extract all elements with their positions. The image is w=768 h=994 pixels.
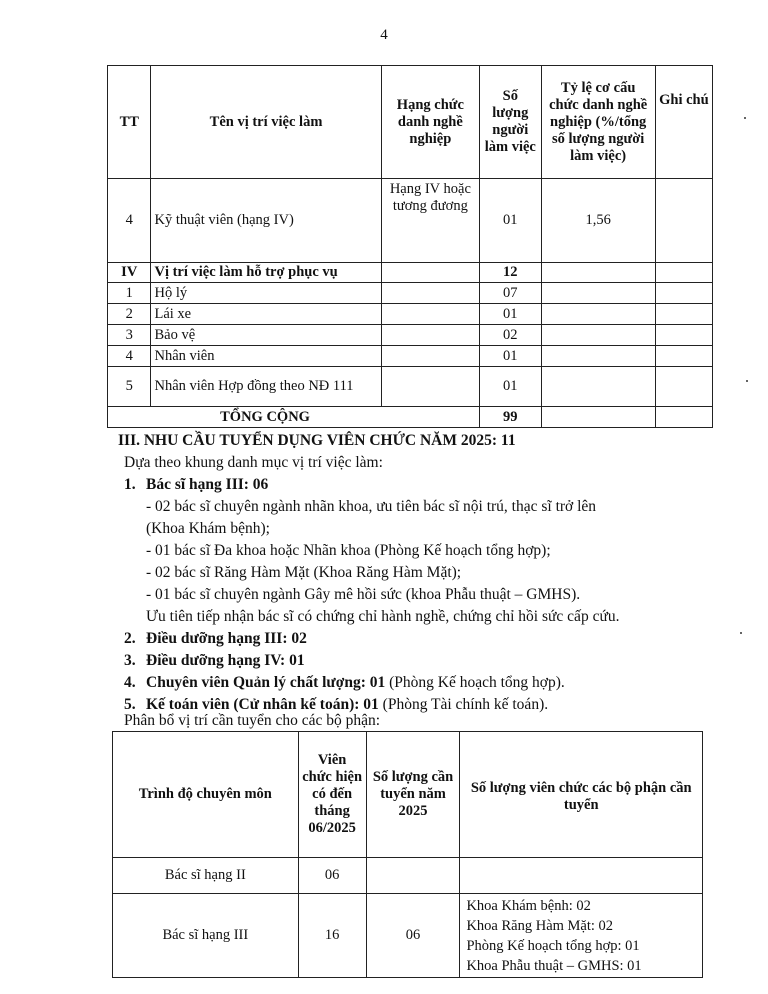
cell-level: Bác sĩ hạng III [113,894,299,978]
list-item [124,672,565,693]
cell-current: 06 [298,858,366,894]
cell-count: 01 [480,367,541,407]
header-note: Ghi chú [655,66,712,179]
scan-speck [746,380,748,382]
cell-count: 01 [480,304,541,325]
cell-name: Kỹ thuật viên (hạng IV) [151,179,381,263]
table-row [113,858,703,894]
cell-count: 02 [480,325,541,346]
item-number: 3. [124,652,136,669]
item-title: Điều dưỡng hạng III: 02 [146,630,307,647]
table-row [108,325,713,346]
header-level: Trình độ chuyên môn [113,732,299,858]
cell-need [366,858,460,894]
item-note: (Phòng Kế hoạch tổng hợp). [385,674,565,691]
cell-note [655,179,712,263]
cell-note [655,367,712,407]
cell-tt: 5 [108,367,151,407]
header-position-name: Tên vị trí việc làm [151,66,381,179]
cell-ratio [541,304,655,325]
cell-name: Vị trí việc làm hỗ trợ phục vụ [151,263,381,283]
cell-tt: IV [108,263,151,283]
item-number: 1. [124,476,136,493]
header-current: Viên chức hiện có đến tháng 06/2025 [298,732,366,858]
header-need: Số lượng cần tuyển năm 2025 [366,732,460,858]
cell-tt: 4 [108,179,151,263]
item-number: 2. [124,630,136,647]
list-line: - 02 bác sĩ chuyên ngành nhãn khoa, ưu tiên bác sĩ nội trú, thạc sĩ trở lên [146,498,597,515]
cell-tt: 2 [108,304,151,325]
cell-tt: 3 [108,325,151,346]
dept-line: Khoa Phẫu thuật – GMHS: 01 [466,957,642,974]
cell-name: Lái xe [151,304,381,325]
cell-ratio [541,346,655,367]
total-label: TỔNG CỘNG [108,407,480,428]
cell-depts [460,858,703,894]
item-title: Kế toán viên (Cử nhân kế toán): 01 [146,696,379,713]
group-row [108,263,713,283]
cell-count: 01 [480,346,541,367]
cell-name: Nhân viên Hợp đồng theo NĐ 111 [151,367,381,407]
cell-count: 12 [480,263,541,283]
list-item [124,474,268,495]
list-item [124,628,307,649]
cell-ratio: 1,56 [541,179,655,263]
list-item [124,650,305,671]
cell-need: 06 [366,894,460,978]
cell-count: 07 [480,283,541,304]
allocation-table [112,731,703,978]
cell-count: 01 [480,179,541,263]
allocation-intro: Phân bổ vị trí cần tuyển cho các bộ phận: [124,712,381,729]
item-note: (Phòng Tài chính kế toán). [378,696,549,713]
cell-depts [460,894,703,978]
item-title: Chuyên viên Quản lý chất lượng: 01 [146,674,386,691]
table-row [113,894,703,978]
item-title: Điều dưỡng hạng IV: 01 [146,652,305,669]
cell-note [655,325,712,346]
header-ratio: Tỷ lệ cơ cấu chức danh nghề nghiệp (%/tổng số lượng người làm việc) [541,66,655,179]
cell-name: Hộ lý [151,283,381,304]
page-number: 4 [380,27,388,43]
table-row [108,304,713,325]
total-count: 99 [480,407,541,428]
table-row [108,367,713,407]
staffing-table [107,65,713,428]
section-heading: III. NHU CẦU TUYỂN DỤNG VIÊN CHỨC NĂM 2025: 11 [118,432,516,449]
cell-level: Bác sĩ hạng II [113,858,299,894]
cell-ratio [541,263,655,283]
item-title: Bác sĩ hạng III: 06 [146,476,269,493]
cell-name: Nhân viên [151,346,381,367]
total-row [108,407,713,428]
cell-rank [381,283,479,304]
item-number: 4. [124,674,136,691]
cell-note [655,263,712,283]
cell-rank [381,346,479,367]
header-tt: TT [108,66,151,179]
header-count: Số lượng người làm việc [480,66,541,179]
scan-speck [744,117,746,119]
list-line: - 01 bác sĩ Đa khoa hoặc Nhãn khoa (Phòng Kế hoạch tổng hợp); [146,542,551,559]
cell-ratio [541,325,655,346]
cell-note [655,283,712,304]
cell-rank [381,304,479,325]
cell-ratio [541,407,655,428]
dept-line: Khoa Khám bệnh: 02 [466,897,591,914]
table-row [108,283,713,304]
cell-note [655,407,712,428]
cell-name: Bảo vệ [151,325,381,346]
cell-current: 16 [298,894,366,978]
list-line: Ưu tiên tiếp nhận bác sĩ có chứng chỉ hành nghề, chứng chỉ hồi sức cấp cứu. [146,608,620,625]
table-row [108,179,713,263]
dept-line: Khoa Răng Hàm Mặt: 02 [466,917,614,934]
header-depts: Số lượng viên chức các bộ phận cần tuyển [460,732,703,858]
cell-rank [381,325,479,346]
cell-rank: Hạng IV hoặc tương đương [381,179,479,263]
item-number: 5. [124,696,136,713]
cell-note [655,346,712,367]
cell-tt: 1 [108,283,151,304]
table-header-row [113,732,703,858]
cell-rank [381,263,479,283]
scan-speck [740,632,742,634]
dept-line: Phòng Kế hoạch tổng hợp: 01 [466,937,640,954]
cell-ratio [541,367,655,407]
list-line: - 01 bác sĩ chuyên ngành Gây mê hồi sức (khoa Phẫu thuật – GMHS). [146,586,581,603]
header-rank: Hạng chức danh nghề nghiệp [381,66,479,179]
table-header-row [108,66,713,179]
cell-note [655,304,712,325]
list-line: - 02 bác sĩ Răng Hàm Mặt (Khoa Răng Hàm Mặt); [146,564,462,581]
list-line: (Khoa Khám bệnh); [146,520,270,537]
cell-tt: 4 [108,346,151,367]
cell-ratio [541,283,655,304]
table-row [108,346,713,367]
cell-rank [381,367,479,407]
intro-text: Dựa theo khung danh mục vị trí việc làm: [124,454,383,471]
